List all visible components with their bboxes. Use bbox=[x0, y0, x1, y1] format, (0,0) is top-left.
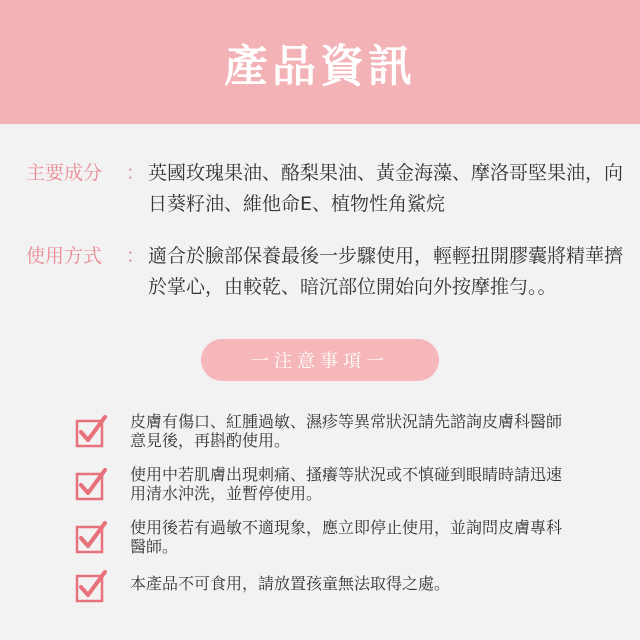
note-item bbox=[74, 465, 570, 503]
header-banner bbox=[0, 0, 640, 124]
usage-separator: ： bbox=[126, 245, 146, 267]
ingredients-separator: ： bbox=[126, 162, 146, 184]
note-item bbox=[74, 518, 570, 556]
note-item bbox=[74, 567, 570, 603]
usage-text: 適合於臉部保養最後一步驟使用，輕輕扭開膠囊將精華擠於掌心，由較乾、暗沉部位開始向外按摩推勻。。 bbox=[148, 245, 624, 298]
ingredients-text: 英國玫瑰果油、酪梨果油、黃金海藻、摩洛哥堅果油，向日葵籽油、維他命E、植物性角鯊烷 bbox=[148, 162, 624, 215]
note-text: 使用後若有過敏不適現象，應立即停止使用，並詢問皮膚專科醫師。 bbox=[130, 518, 563, 556]
note-text: 使用中若肌膚出現刺痛、搔癢等狀況或不慎碰到眼睛時請迅速用清水沖洗，並暫停使用。 bbox=[130, 465, 563, 503]
note-text: 皮膚有傷口、紅腫過敏、濕疹等異常狀況請先諮詢皮膚科醫師意見後，再斟酌使用。 bbox=[130, 412, 563, 450]
ingredients-row bbox=[26, 158, 628, 220]
checkbox-check-icon bbox=[74, 569, 108, 603]
usage-label: 使用方式 bbox=[26, 245, 103, 267]
note-item bbox=[74, 412, 570, 450]
checkbox-check-icon bbox=[74, 520, 108, 554]
checkbox-check-icon bbox=[74, 414, 108, 448]
ingredients-label: 主要成分 bbox=[26, 162, 103, 184]
notice-title-pill bbox=[201, 339, 439, 381]
notice-title: 一注意事項一 bbox=[251, 351, 389, 372]
checkbox-check-icon bbox=[74, 467, 108, 501]
usage-row bbox=[26, 241, 628, 303]
page-title: 產品資訊 bbox=[224, 41, 416, 92]
note-text: 本產品不可食用，請放置孩童無法取得之處。 bbox=[130, 574, 451, 593]
